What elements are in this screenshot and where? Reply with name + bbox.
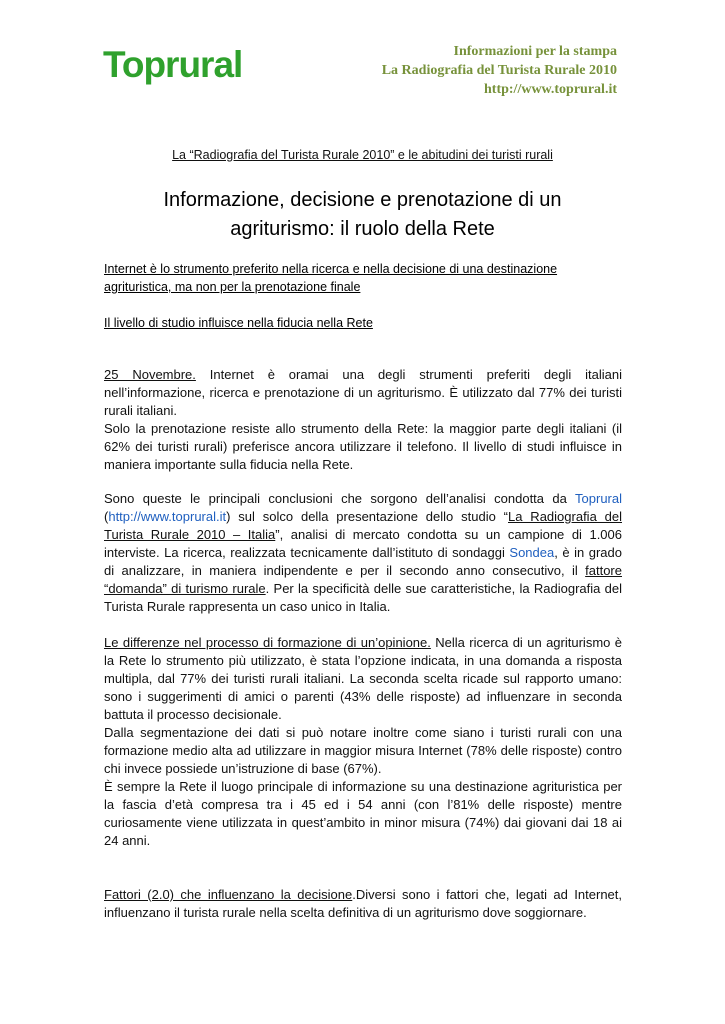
differences-lead: Le differenze nel processo di formazione di un’opinione. (104, 635, 431, 650)
sondea-link[interactable]: Sondea (509, 545, 555, 560)
intro-text: Internet è oramai una degli strumenti preferiti degli italiani nell’informazione, ricerca e prenotazione di un agriturismo. È utilizzato dal 77% dei turisti rurali italiani. (104, 367, 622, 418)
subhead-second: Il livello di studio influisce nella fiducia nella Rete (104, 316, 373, 330)
study-text-e: , è in grado di analizzare, in maniera indipendente e per il secondo anno consecutivo, il (104, 545, 622, 578)
differences-text-3: È sempre la Rete il luogo principale di informazione su una destinazione agrituristica per la fascia d’età compresa tra i 45 ed i 54 anni (con l’81% delle risposte) mentre curiosamente viene utilizzata in quest’ambito in minor misura (74%) dai giovani dai 18 ai 24 anni. (104, 779, 622, 848)
subhead-first: Internet è lo strumento preferito nella ricerca e nella decisione di una destinazione agrituristica, ma non per la prenotazione finale (104, 262, 558, 294)
toprural-link[interactable]: Toprural (575, 491, 622, 506)
headline-line-2: agriturismo: il ruolo della Rete (230, 218, 495, 240)
study-text-a: Sono queste le principali conclusioni che sorgono dell’analisi condotta da (104, 491, 576, 506)
headline-line-1: Informazione, decisione e prenotazione di un (163, 189, 562, 211)
intro-text-2: Solo la prenotazione resiste allo strumento della Rete: la maggior parte degli italiani (il 62% dei turisti rurali) preferisce ancora utilizzare il telefono. Il livello di studi influisce in maniera importante sulla fiducia nella Rete. (104, 421, 622, 472)
factors-lead: Fattori (2.0) che influenzano la decisione (104, 887, 353, 902)
study-text-f: . Per la specificità delle sue caratteristiche, la Radiografia del Turista Rurale rappresenta un caso unico in Italia. (104, 581, 622, 614)
toprural-logo: Toprural (103, 44, 243, 85)
paragraph-intro (104, 366, 622, 474)
demand-factor: fattore “domanda” di turismo rurale (104, 563, 622, 596)
factors-text: .Diversi sono i fattori che, legati ad Internet, influenzano il turista rurale nella scelta definitiva di un agriturismo dove soggiornare. (104, 887, 623, 920)
press-info (382, 42, 617, 99)
press-line-3[interactable]: http://www.toprural.it (484, 82, 617, 97)
headline (120, 186, 605, 244)
study-text-c: ) sul solco della presentazione dello studio “ (226, 509, 508, 524)
toprural-url-link[interactable]: http://www.toprural.it (108, 509, 227, 524)
press-line-2: La Radiografia del Turista Rurale 2010 (381, 63, 617, 78)
date-label: 25 Novembre. (104, 367, 196, 382)
differences-text-2: Dalla segmentazione dei dati si può notare inoltre come siano i turisti rurali con una formazione medio alta ad utilizzare in maggior misura Internet (78% delle risposte) contro chi invece possiede un’istruzione di base (67%). (104, 725, 622, 776)
study-title: La Radiografia del Turista Rurale 2010 – Italia (104, 509, 622, 542)
paragraph-differences (104, 634, 622, 850)
press-line-1: Informazioni per la stampa (453, 44, 617, 59)
kicker-line: La “Radiografia del Turista Rurale 2010” e le abitudini dei turisti rurali (172, 148, 553, 162)
differences-text: Nella ricerca di un agriturismo è la Rete lo strumento più utilizzato, è stata l’opzione indicata, in una domanda a risposta multipla, dal 77% dei turisti rurali italiani. La seconda scelta ricade sul rapporto umano: sono i suggerimenti di amici o parenti (43% delle risposte) ad influenzare in seconda battuta il processo decisionale. (104, 635, 623, 722)
study-text-d: ”, analisi di mercato condotta su un campione di 1.006 interviste. La ricerca, realizzata tecnicamente dall’istituto di sondaggi (104, 527, 622, 560)
study-text-b: ( (104, 509, 109, 524)
paragraph-study (104, 490, 622, 616)
paragraph-factors (104, 886, 622, 922)
